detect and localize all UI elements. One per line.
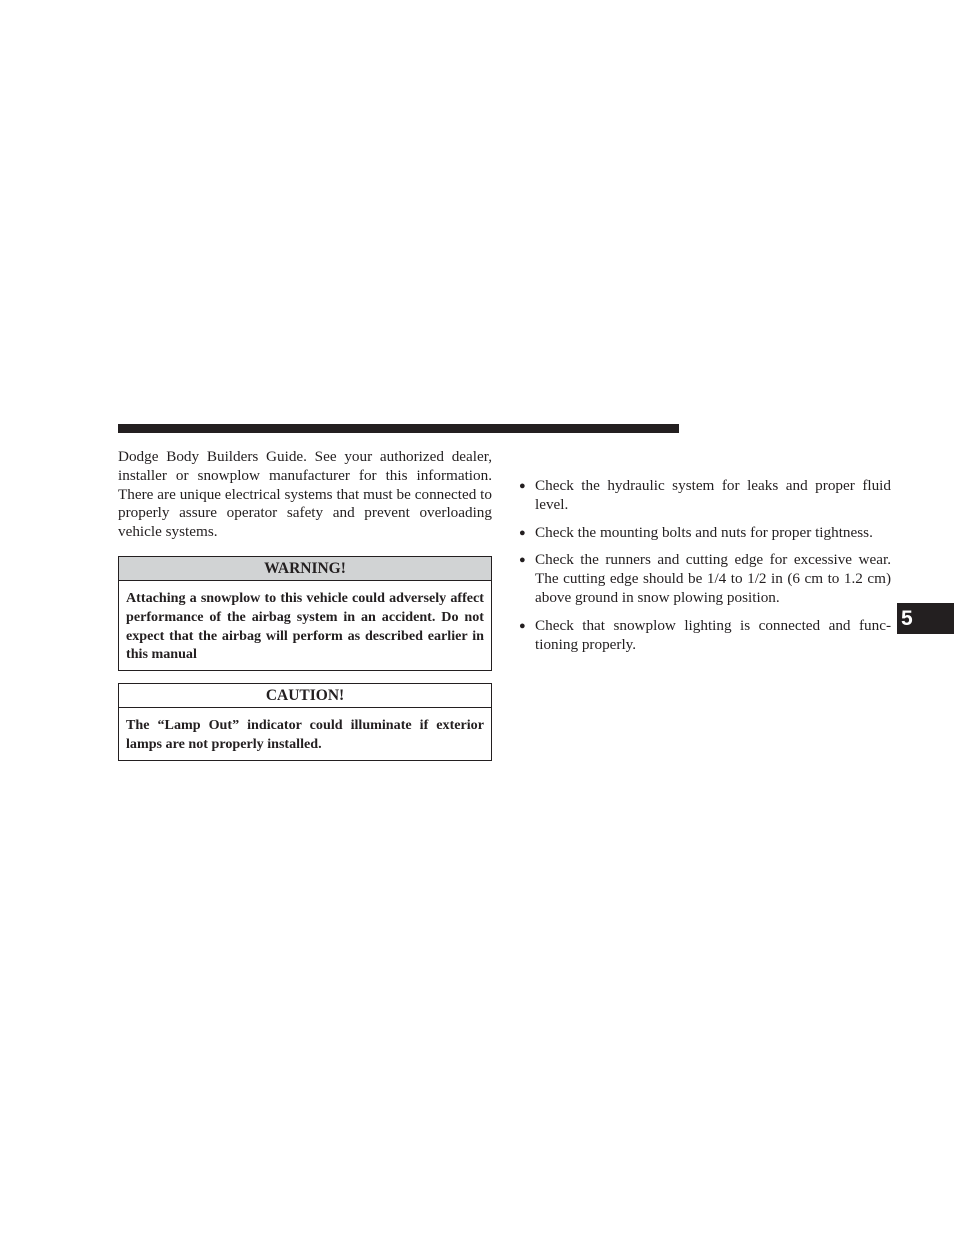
list-item-text: Check the mounting bolts and nuts for proper tightness. <box>535 523 873 541</box>
intro-paragraph: Dodge Body Builders Guide. See your authorized dealer, installer or snowplow manufacturer for this information. There are unique electrical systems that must be connected to properly assure operator safety and prevent overloading vehicle systems. <box>118 448 492 541</box>
right-column <box>518 477 891 663</box>
caution-box <box>118 683 492 761</box>
warning-box <box>118 556 492 671</box>
section-rule <box>118 424 679 433</box>
list-item-text: Check the runners and cutting edge for excessive wear. The cutting edge should be 1/4 to 1/2 in (6 cm to 1.2 cm) above ground in snow plowing position. <box>535 551 891 606</box>
list-item <box>518 551 891 607</box>
chapter-tab: 5 <box>897 603 954 634</box>
bullet-icon: ● <box>519 619 526 632</box>
left-column <box>118 448 492 761</box>
maintenance-checklist <box>518 477 891 654</box>
caution-text: The “Lamp Out” indicator could illuminate if exterior lamps are not properly installed. <box>126 717 484 752</box>
bullet-icon: ● <box>519 526 526 539</box>
warning-text: Attaching a snowplow to this vehicle could adversely affect performance of the airbag system in an accident. Do not expect that the airbag will perform as described earlier in this manual <box>126 589 484 663</box>
list-item <box>518 477 891 515</box>
caution-title: CAUTION! <box>119 684 491 708</box>
bullet-icon: ● <box>519 480 526 492</box>
list-item-text: Check the hydraulic system for leaks and proper fluid level. <box>535 477 891 513</box>
bullet-icon: ● <box>519 554 526 567</box>
list-item <box>518 617 891 655</box>
list-item <box>518 524 891 543</box>
warning-title: WARNING! <box>119 557 491 581</box>
list-item-text: Check that snowplow lighting is connected and functioning properly. <box>535 616 891 653</box>
